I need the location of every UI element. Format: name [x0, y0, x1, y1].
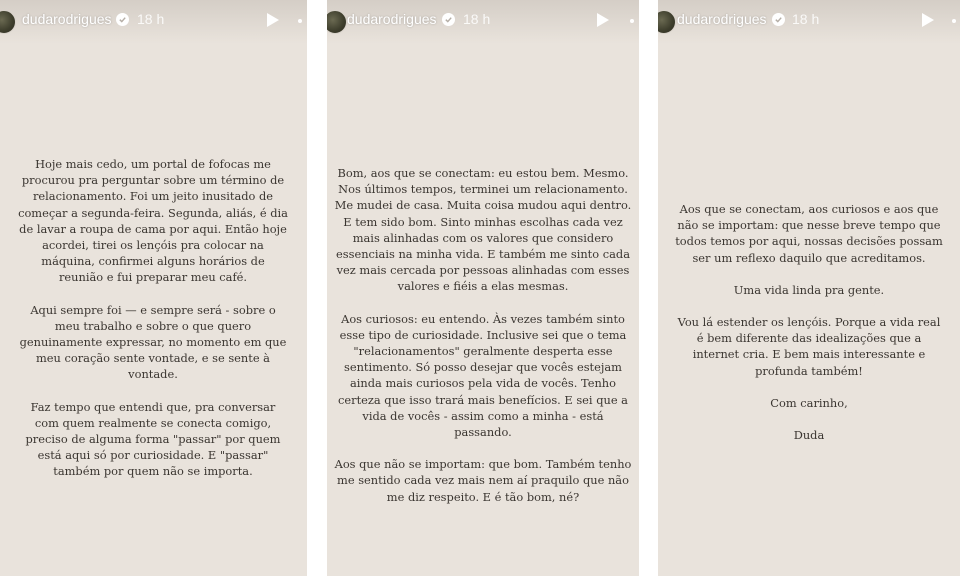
story-paragraph: Aqui sempre foi — e sempre será - sobre o meu trabalho e sobre o que quero genuinamente expressar, no momento em que meu coração sente vontade, e se sente à vontade. — [19, 302, 287, 382]
timestamp: 18 h — [792, 11, 820, 27]
story-panel-1[interactable] — [0, 0, 307, 576]
story-panel-2[interactable] — [327, 0, 639, 576]
story-paragraph: Uma vida linda pra gente. — [733, 282, 885, 297]
verified-badge-icon — [116, 13, 129, 26]
story-paragraph: Duda — [793, 428, 825, 443]
timestamp: 18 h — [137, 11, 165, 27]
more-options-icon[interactable] — [298, 19, 302, 23]
play-icon[interactable] — [267, 13, 279, 27]
more-options-icon[interactable] — [630, 19, 634, 23]
verified-badge-icon — [772, 13, 785, 26]
story-paragraph: Aos que não se importam: que bom. Também tenho me sentido cada vez mais nem aí praquilo que não me diz respeito. E é tão bom, né? — [334, 457, 632, 504]
username[interactable]: dudarodrigues — [677, 11, 767, 27]
play-icon[interactable] — [597, 13, 609, 27]
story-paragraph: Aos que se conectam, aos curiosos e aos que não se importam: que nesse breve tempo que todos temos por aqui, nossas decisões possam ser um reflexo daquilo que acreditamos. — [675, 202, 943, 265]
story-paragraph: Faz tempo que entendi que, pra conversar com quem realmente se conecta comigo, preciso de alguma forma "passar" por quem está aqui só por curiosidade. E "passar" também por quem não se importa. — [25, 399, 281, 479]
story-paragraph: Vou lá estender os lençóis. Porque a vida real é bem diferente das idealizações que a internet cria. E bem mais interessante e profunda também! — [677, 315, 941, 378]
story-text — [333, 165, 633, 505]
play-icon[interactable] — [922, 13, 934, 27]
story-panel-3[interactable] — [658, 0, 960, 576]
story-paragraph: Bom, aos que se conectam: eu estou bem. Mesmo. Nos últimos tempos, terminei um relacionamento. Me mudei de casa. Muita coisa mudou aqui dentro. E tem sido bom. Sinto minhas escolhas cada vez mais alinhadas com os valores que considero essenciais na minha vida. E também me sinto cada vez mais cercada por pessoas alinhadas com esses valores e fiéis a elas mesmas. — [334, 166, 632, 294]
story-text — [674, 201, 944, 443]
avatar[interactable] — [327, 10, 347, 34]
avatar[interactable] — [0, 10, 16, 34]
timestamp: 18 h — [463, 11, 491, 27]
story-paragraph: Hoje mais cedo, um portal de fofocas me procurou pra perguntar sobre um término de relacionamento. Foi um jeito inusitado de começar a segunda-feira. Segunda, aliás, é dia de lavar a roupa de cama por aqui. Então hoje acordei, tirei os lençóis pra colocar na máquina, confirmei alguns horários de reunião e fui preparar meu café. — [18, 157, 288, 285]
story-header — [0, 0, 307, 44]
username[interactable]: dudarodrigues — [347, 11, 437, 27]
avatar[interactable] — [658, 10, 676, 34]
story-text — [18, 156, 288, 480]
verified-badge-icon — [442, 13, 455, 26]
more-options-icon[interactable] — [952, 19, 956, 23]
story-paragraph: Com carinho, — [770, 395, 848, 410]
story-header — [658, 0, 960, 44]
story-header — [327, 0, 639, 44]
username[interactable]: dudarodrigues — [22, 11, 112, 27]
story-paragraph: Aos curiosos: eu entendo. Às vezes também sinto esse tipo de curiosidade. Inclusive sei que o tema "relacionamentos" geralmente desperta esse sentimento. Só posso desejar que vocês estejam ainda mais curiosos pela vida de vocês. Tenho certeza que isso trará mais benefícios. E sei que a vida de vocês - assim como a minha - está passando. — [338, 311, 628, 440]
